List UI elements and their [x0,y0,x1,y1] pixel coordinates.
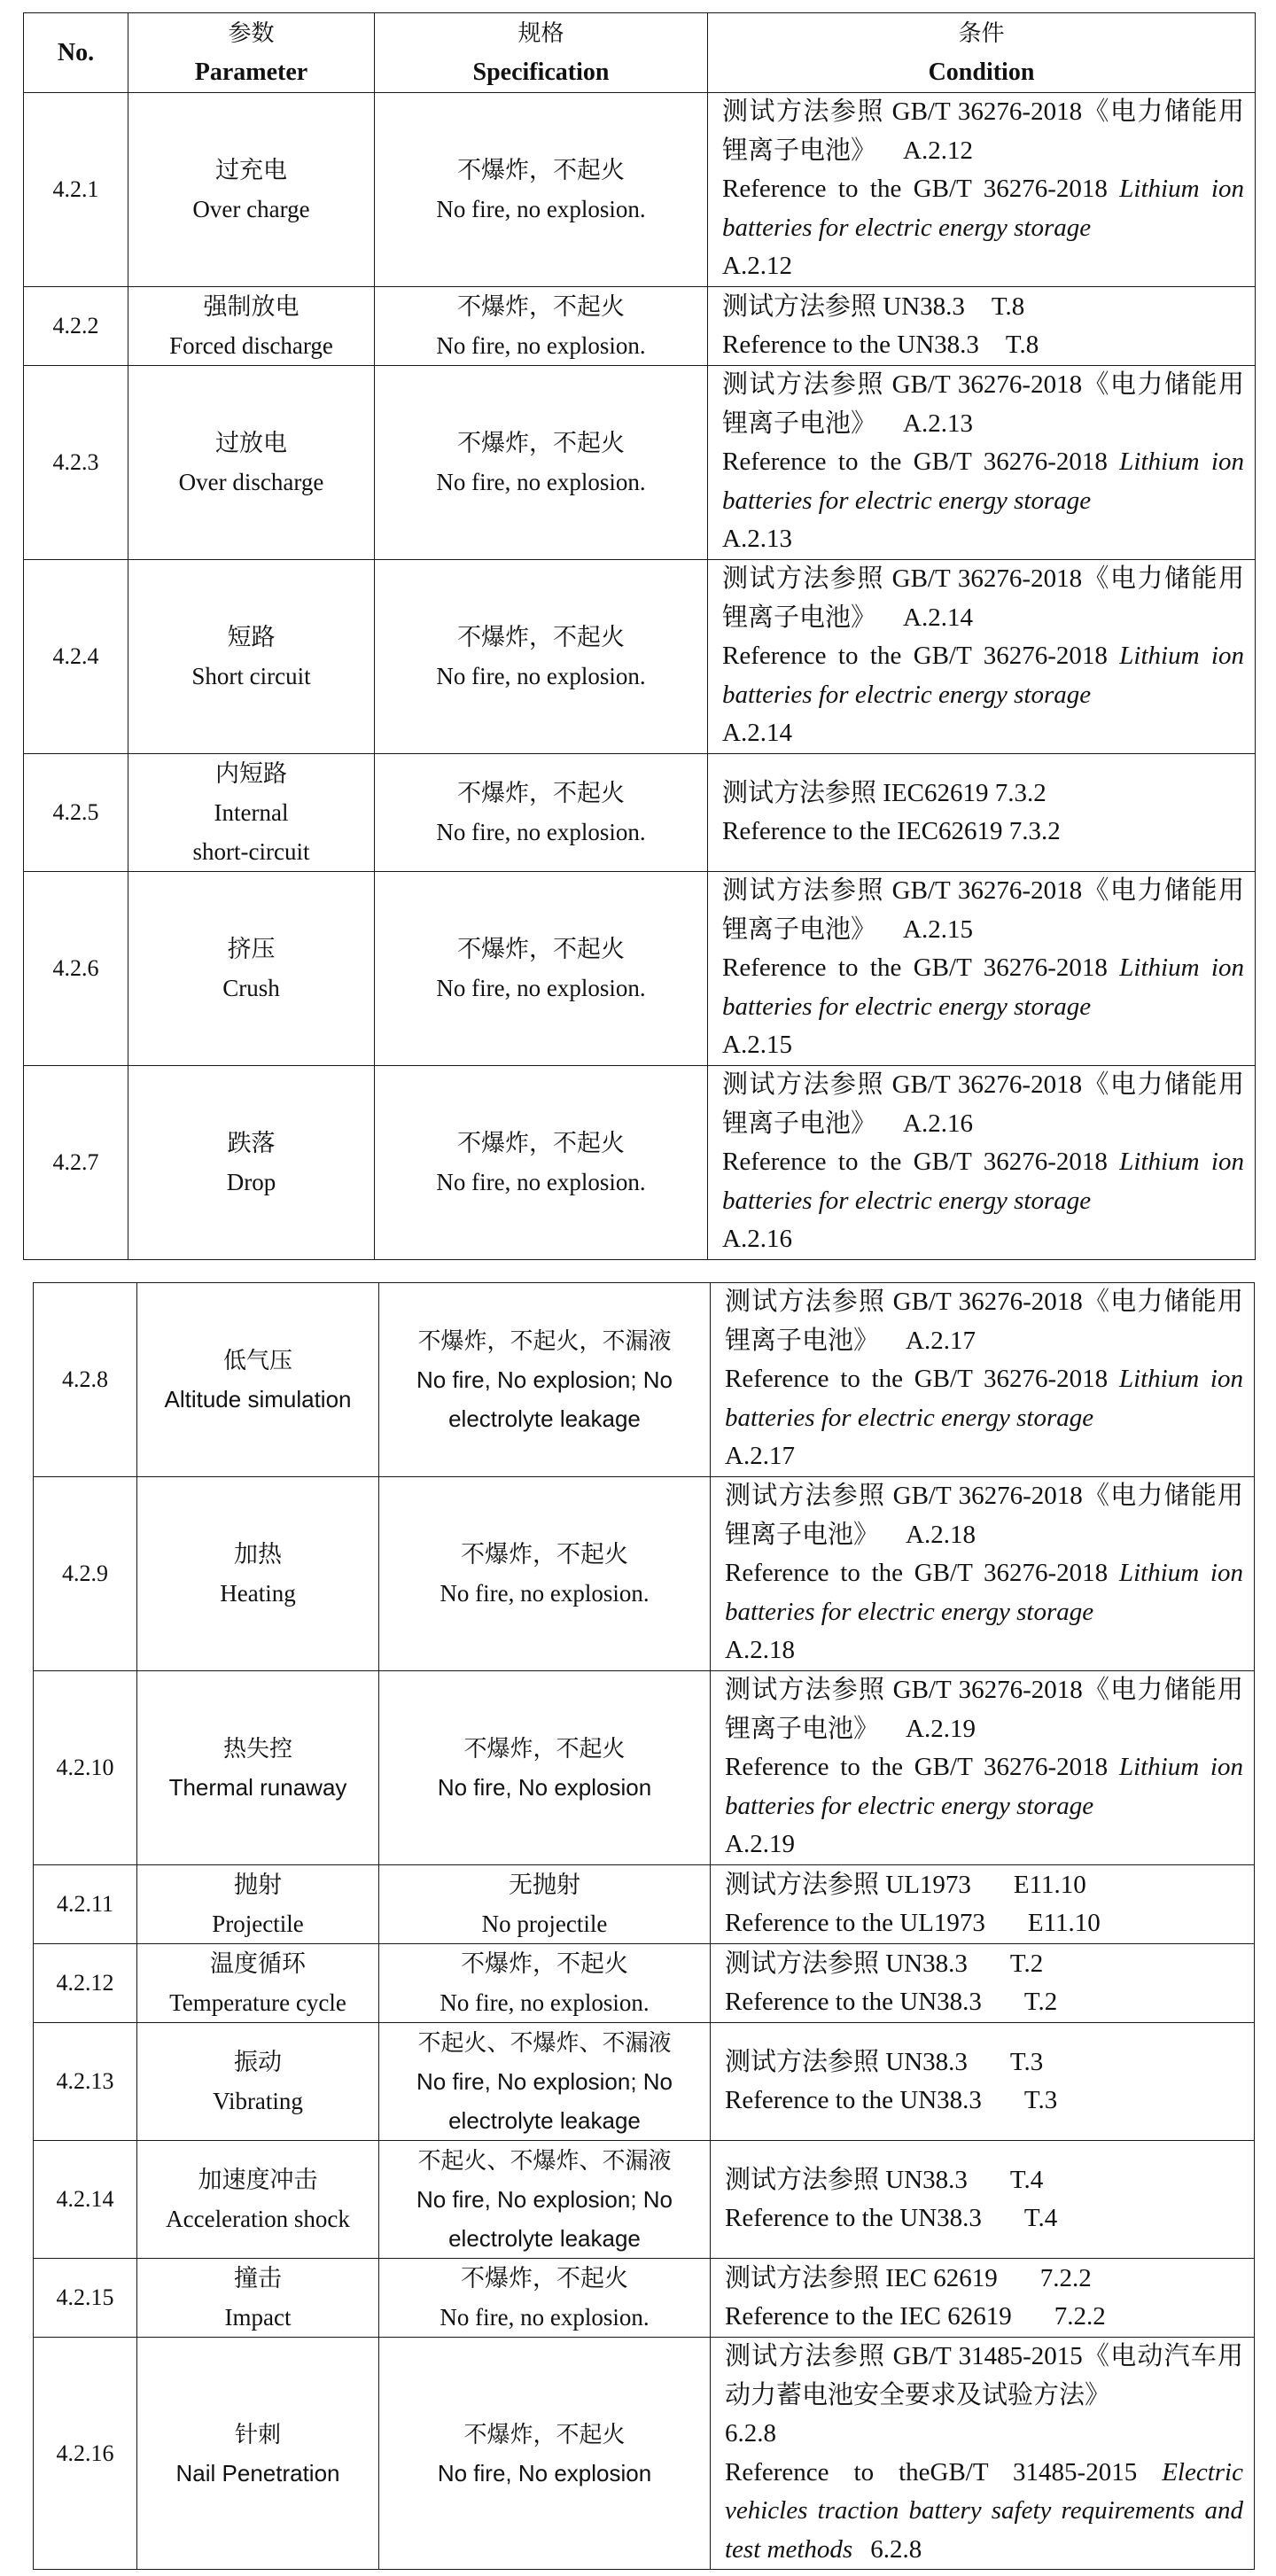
parameter-cell: 低气压 Altitude simulation [137,1283,379,1477]
row-number: 4.2.3 [24,366,128,560]
row-number: 4.2.14 [34,2141,137,2259]
parameter-cell: 撞击 Impact [137,2259,379,2338]
table-row [24,872,1256,1066]
condition-cell: 测试方法参照 GB/T 31485-2015《电动汽车用动力蓄电池安全要求及试验方法》 6.2.8 Reference to theGB/T 31485-2015 Electric vehicles traction battery safety requirements and test methods 6.2.8 [711,2338,1255,2570]
table-row [34,1671,1255,1865]
parameter-cell: 挤压 Crush [128,872,375,1066]
row-number: 4.2.15 [34,2259,137,2338]
test-table-part1 [23,12,1256,1260]
table-row [34,2338,1255,2570]
row-number: 4.2.1 [24,93,128,287]
row-number: 4.2.4 [24,560,128,754]
specification-cell: 不爆炸，不起火 No fire, no explosion. [375,366,708,560]
row-number: 4.2.8 [34,1283,137,1477]
condition-cell: 测试方法参照 GB/T 36276-2018《电力储能用锂离子电池》 A.2.15 Reference to the GB/T 36276-2018 Lithium ion batteries for electric energy storage A.2.15 [708,872,1256,1066]
table-row [24,287,1256,366]
table-row [24,560,1256,754]
specification-cell: 不起火、不爆炸、不漏液 No fire, No explosion; No electrolyte leakage [379,2023,711,2141]
header-specification: 规格 Specification [375,13,708,93]
header-no: No. [24,13,128,93]
specification-cell: 不爆炸，不起火 No fire, No explosion [379,2338,711,2570]
specification-cell: 无抛射 No projectile [379,1865,711,1944]
specification-cell: 不起火、不爆炸、不漏液 No fire, No explosion; No electrolyte leakage [379,2141,711,2259]
parameter-cell: 热失控 Thermal runaway [137,1671,379,1865]
table-row [34,1944,1255,2023]
specification-cell: 不爆炸，不起火，不漏液 No fire, No explosion; No electrolyte leakage [379,1283,711,1477]
specification-cell: 不爆炸，不起火 No fire, no explosion. [375,754,708,872]
table-row [34,1865,1255,1944]
parameter-cell: 抛射 Projectile [137,1865,379,1944]
specification-cell: 不爆炸，不起火 No fire, no explosion. [379,2259,711,2338]
table-header-row [24,13,1256,93]
specification-cell: 不爆炸，不起火 No fire, no explosion. [379,1477,711,1671]
parameter-cell: 跌落 Drop [128,1066,375,1260]
row-number: 4.2.6 [24,872,128,1066]
condition-cell: 测试方法参照 GB/T 36276-2018《电力储能用锂离子电池》 A.2.18 Reference to the GB/T 36276-2018 Lithium ion batteries for electric energy storage A.2.18 [711,1477,1255,1671]
header-parameter: 参数 Parameter [128,13,375,93]
parameter-cell: 加速度冲击 Acceleration shock [137,2141,379,2259]
specification-cell: 不爆炸，不起火 No fire, no explosion. [375,287,708,366]
row-number: 4.2.16 [34,2338,137,2570]
row-number: 4.2.5 [24,754,128,872]
row-number: 4.2.11 [34,1865,137,1944]
parameter-cell: 加热 Heating [137,1477,379,1671]
condition-cell: 测试方法参照 GB/T 36276-2018《电力储能用锂离子电池》 A.2.16 Reference to the GB/T 36276-2018 Lithium ion batteries for electric energy storage A.2.16 [708,1066,1256,1260]
header-condition: 条件 Condition [708,13,1256,93]
condition-cell: 测试方法参照 UL1973 E11.10 Reference to the UL1973 E11.10 [711,1865,1255,1944]
table-row [34,1283,1255,1477]
specification-cell: 不爆炸，不起火 No fire, no explosion. [375,560,708,754]
specification-cell: 不爆炸，不起火 No fire, No explosion [379,1671,711,1865]
condition-cell: 测试方法参照 UN38.3 T.4 Reference to the UN38.3 T.4 [711,2141,1255,2259]
condition-cell: 测试方法参照 GB/T 36276-2018《电力储能用锂离子电池》 A.2.19 Reference to the GB/T 36276-2018 Lithium ion batteries for electric energy storage A.2.19 [711,1671,1255,1865]
condition-cell: 测试方法参照 IEC62619 7.3.2 Reference to the IEC62619 7.3.2 [708,754,1256,872]
row-number: 4.2.9 [34,1477,137,1671]
condition-cell: 测试方法参照 GB/T 36276-2018《电力储能用锂离子电池》 A.2.12 Reference to the GB/T 36276-2018 Lithium ion batteries for electric energy storage A.2.12 [708,93,1256,287]
condition-cell: 测试方法参照 UN38.3 T.2 Reference to the UN38.3 T.2 [711,1944,1255,2023]
condition-cell: 测试方法参照 GB/T 36276-2018《电力储能用锂离子电池》 A.2.17 Reference to the GB/T 36276-2018 Lithium ion batteries for electric energy storage A.2.17 [711,1283,1255,1477]
specification-cell: 不爆炸，不起火 No fire, no explosion. [375,93,708,287]
row-number: 4.2.10 [34,1671,137,1865]
table-row [24,366,1256,560]
row-number: 4.2.7 [24,1066,128,1260]
table-row [24,754,1256,872]
specification-cell: 不爆炸，不起火 No fire, no explosion. [375,872,708,1066]
parameter-cell: 过充电 Over charge [128,93,375,287]
parameter-cell: 温度循环 Temperature cycle [137,1944,379,2023]
table-row [34,2259,1255,2338]
parameter-cell: 内短路 Internal short-circuit [128,754,375,872]
table-row [34,2141,1255,2259]
table-row [24,1066,1256,1260]
table-row [34,1477,1255,1671]
condition-cell: 测试方法参照 UN38.3 T.3 Reference to the UN38.3 T.3 [711,2023,1255,2141]
row-number: 4.2.2 [24,287,128,366]
parameter-cell: 针刺 Nail Penetration [137,2338,379,2570]
specification-cell: 不爆炸，不起火 No fire, no explosion. [379,1944,711,2023]
row-number: 4.2.13 [34,2023,137,2141]
condition-cell: 测试方法参照 UN38.3 T.8 Reference to the UN38.3 T.8 [708,287,1256,366]
table-row [34,2023,1255,2141]
parameter-cell: 短路 Short circuit [128,560,375,754]
condition-cell: 测试方法参照 IEC 62619 7.2.2 Reference to the IEC 62619 7.2.2 [711,2259,1255,2338]
specification-cell: 不爆炸，不起火 No fire, no explosion. [375,1066,708,1260]
condition-cell: 测试方法参照 GB/T 36276-2018《电力储能用锂离子电池》 A.2.14 Reference to the GB/T 36276-2018 Lithium ion batteries for electric energy storage A.2.14 [708,560,1256,754]
table-row [24,93,1256,287]
test-table-part2 [33,1282,1255,2570]
parameter-cell: 强制放电 Forced discharge [128,287,375,366]
row-number: 4.2.12 [34,1944,137,2023]
condition-cell: 测试方法参照 GB/T 36276-2018《电力储能用锂离子电池》 A.2.13 Reference to the GB/T 36276-2018 Lithium ion batteries for electric energy storage A.2.13 [708,366,1256,560]
parameter-cell: 过放电 Over discharge [128,366,375,560]
parameter-cell: 振动 Vibrating [137,2023,379,2141]
